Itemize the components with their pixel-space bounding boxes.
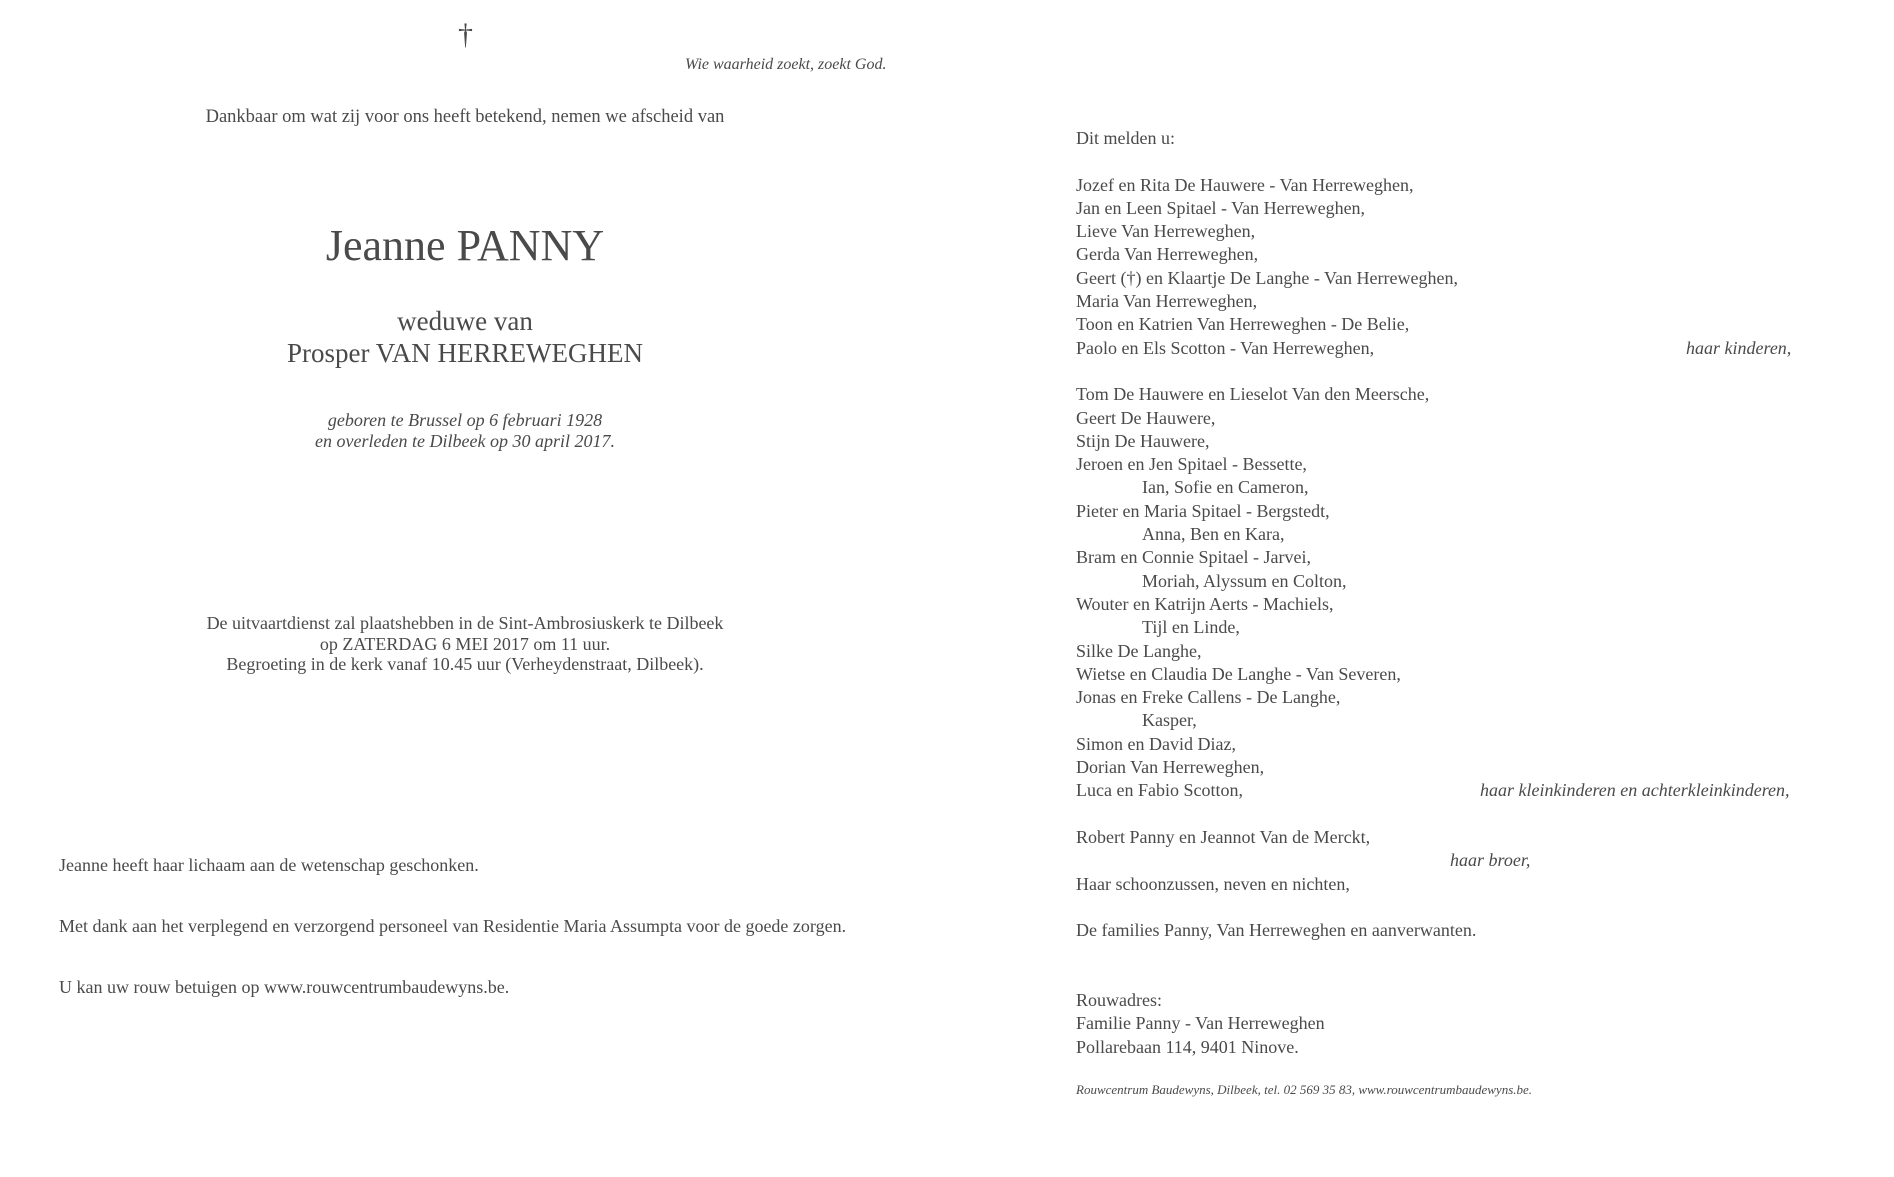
address-line-1: Familie Panny - Van Herreweghen (1076, 1013, 1325, 1034)
list-item: Wietse en Claudia De Langhe - Van Severen, (1076, 663, 1401, 684)
list-item: Simon en David Diaz, (1076, 733, 1236, 754)
grandchildren-label: haar kleinkinderen en achterkleinkinderen, (1480, 780, 1790, 801)
brother-label-row (1076, 849, 1796, 872)
funeral-home-footer: Rouwcentrum Baudewyns, Dilbeek, tel. 02 569 35 83, www.rouwcentrumbaudewyns.be. (1076, 1082, 1533, 1097)
announcers-heading: Dit melden u: (1076, 128, 1175, 148)
children-label: haar kinderen, (1686, 337, 1792, 358)
cross-icon: † (458, 18, 473, 51)
funeral-service-info (60, 613, 870, 675)
list-item: Ian, Sofie en Cameron, (1142, 477, 1309, 498)
inlaws-line: Haar schoonzussen, neven en nichten, (1076, 873, 1350, 894)
list-item: Paolo en Els Scotton - Van Herreweghen, (1076, 337, 1375, 358)
list-item: Moriah, Alyssum en Colton, (1142, 570, 1347, 591)
list-item: Bram en Connie Spitael - Jarvei, (1076, 547, 1311, 568)
address-line-2: Pollarebaan 114, 9401 Ninove. (1076, 1036, 1299, 1057)
list-item: Kasper, (1142, 710, 1197, 731)
brother-line: Robert Panny en Jeannot Van de Merckt, (1076, 826, 1371, 847)
families-line: De families Panny, Van Herreweghen en aanverwanten. (1076, 920, 1477, 941)
list-item-row (1076, 779, 1796, 802)
list-item-row (1076, 337, 1796, 360)
list-item: Dorian Van Herreweghen, (1076, 757, 1265, 778)
service-line: De uitvaartdienst zal plaatshebben in de Sint-Ambrosiuskerk te Dilbeek (206, 613, 724, 633)
list-item: Lieve Van Herreweghen, (1076, 221, 1256, 242)
widow-label: weduwe van (397, 306, 533, 336)
list-item: Tijl en Linde, (1142, 617, 1240, 638)
list-item: Stijn De Hauwere, (1076, 430, 1210, 451)
list-item: Silke De Langhe, (1076, 640, 1202, 661)
brother-label: haar broer, (1450, 850, 1531, 871)
address-heading: Rouwadres: (1076, 989, 1162, 1010)
list-item: Jonas en Freke Callens - De Langhe, (1076, 687, 1341, 708)
list-item: Jan en Leen Spitael - Van Herreweghen, (1076, 197, 1366, 218)
list-item: Luca en Fabio Scotton, (1076, 780, 1243, 801)
list-item: Geert (†) en Klaartje De Langhe - Van Herreweghen, (1076, 267, 1458, 288)
list-item: Tom De Hauwere en Lieselot Van den Meersche, (1076, 384, 1430, 405)
list-item: Jozef en Rita De Hauwere - Van Herreweghen, (1076, 174, 1414, 195)
death-line: en overleden te Dilbeek op 30 april 2017. (315, 431, 615, 451)
list-item: Gerda Van Herreweghen, (1076, 244, 1259, 265)
list-item: Jeroen en Jen Spitael - Bessette, (1076, 454, 1307, 475)
motto: Wie waarheid zoekt, zoekt God. (685, 56, 887, 73)
deceased-name: Jeanne PANNY (325, 221, 605, 270)
list-item: Anna, Ben en Kara, (1142, 524, 1285, 545)
spouse-name: Prosper VAN HERREWEGHEN (287, 338, 643, 368)
condolence-note: U kan uw rouw betuigen op www.rouwcentrumbaudewyns.be. (59, 977, 510, 997)
list-item: Pieter en Maria Spitael - Bergstedt, (1076, 500, 1330, 521)
list-item: Maria Van Herreweghen, (1076, 291, 1258, 312)
service-date-line: op ZATERDAG 6 MEI 2017 om 11 uur. (319, 633, 611, 654)
greeting-line: Begroeting in de kerk vanaf 10.45 uur (Verheydenstraat, Dilbeek). (226, 654, 704, 674)
birth-line: geboren te Brussel op 6 februari 1928 (327, 410, 603, 430)
birth-death-info (60, 410, 870, 452)
thanks-note: Met dank aan het verplegend en verzorgend personeel van Residentie Maria Assumpta voor de goede zorgen. (59, 916, 847, 936)
list-item: Toon en Katrien Van Herreweghen - De Belie, (1076, 314, 1410, 335)
body-donation-note: Jeanne heeft haar lichaam aan de wetenschap geschonken. (59, 855, 479, 875)
intro-text: Dankbaar om wat zij voor ons heeft betekend, nemen we afscheid van (205, 107, 725, 127)
list-item: Wouter en Katrijn Aerts - Machiels, (1076, 593, 1334, 614)
list-item: Geert De Hauwere, (1076, 407, 1216, 428)
announcers-column (1076, 127, 1796, 1059)
